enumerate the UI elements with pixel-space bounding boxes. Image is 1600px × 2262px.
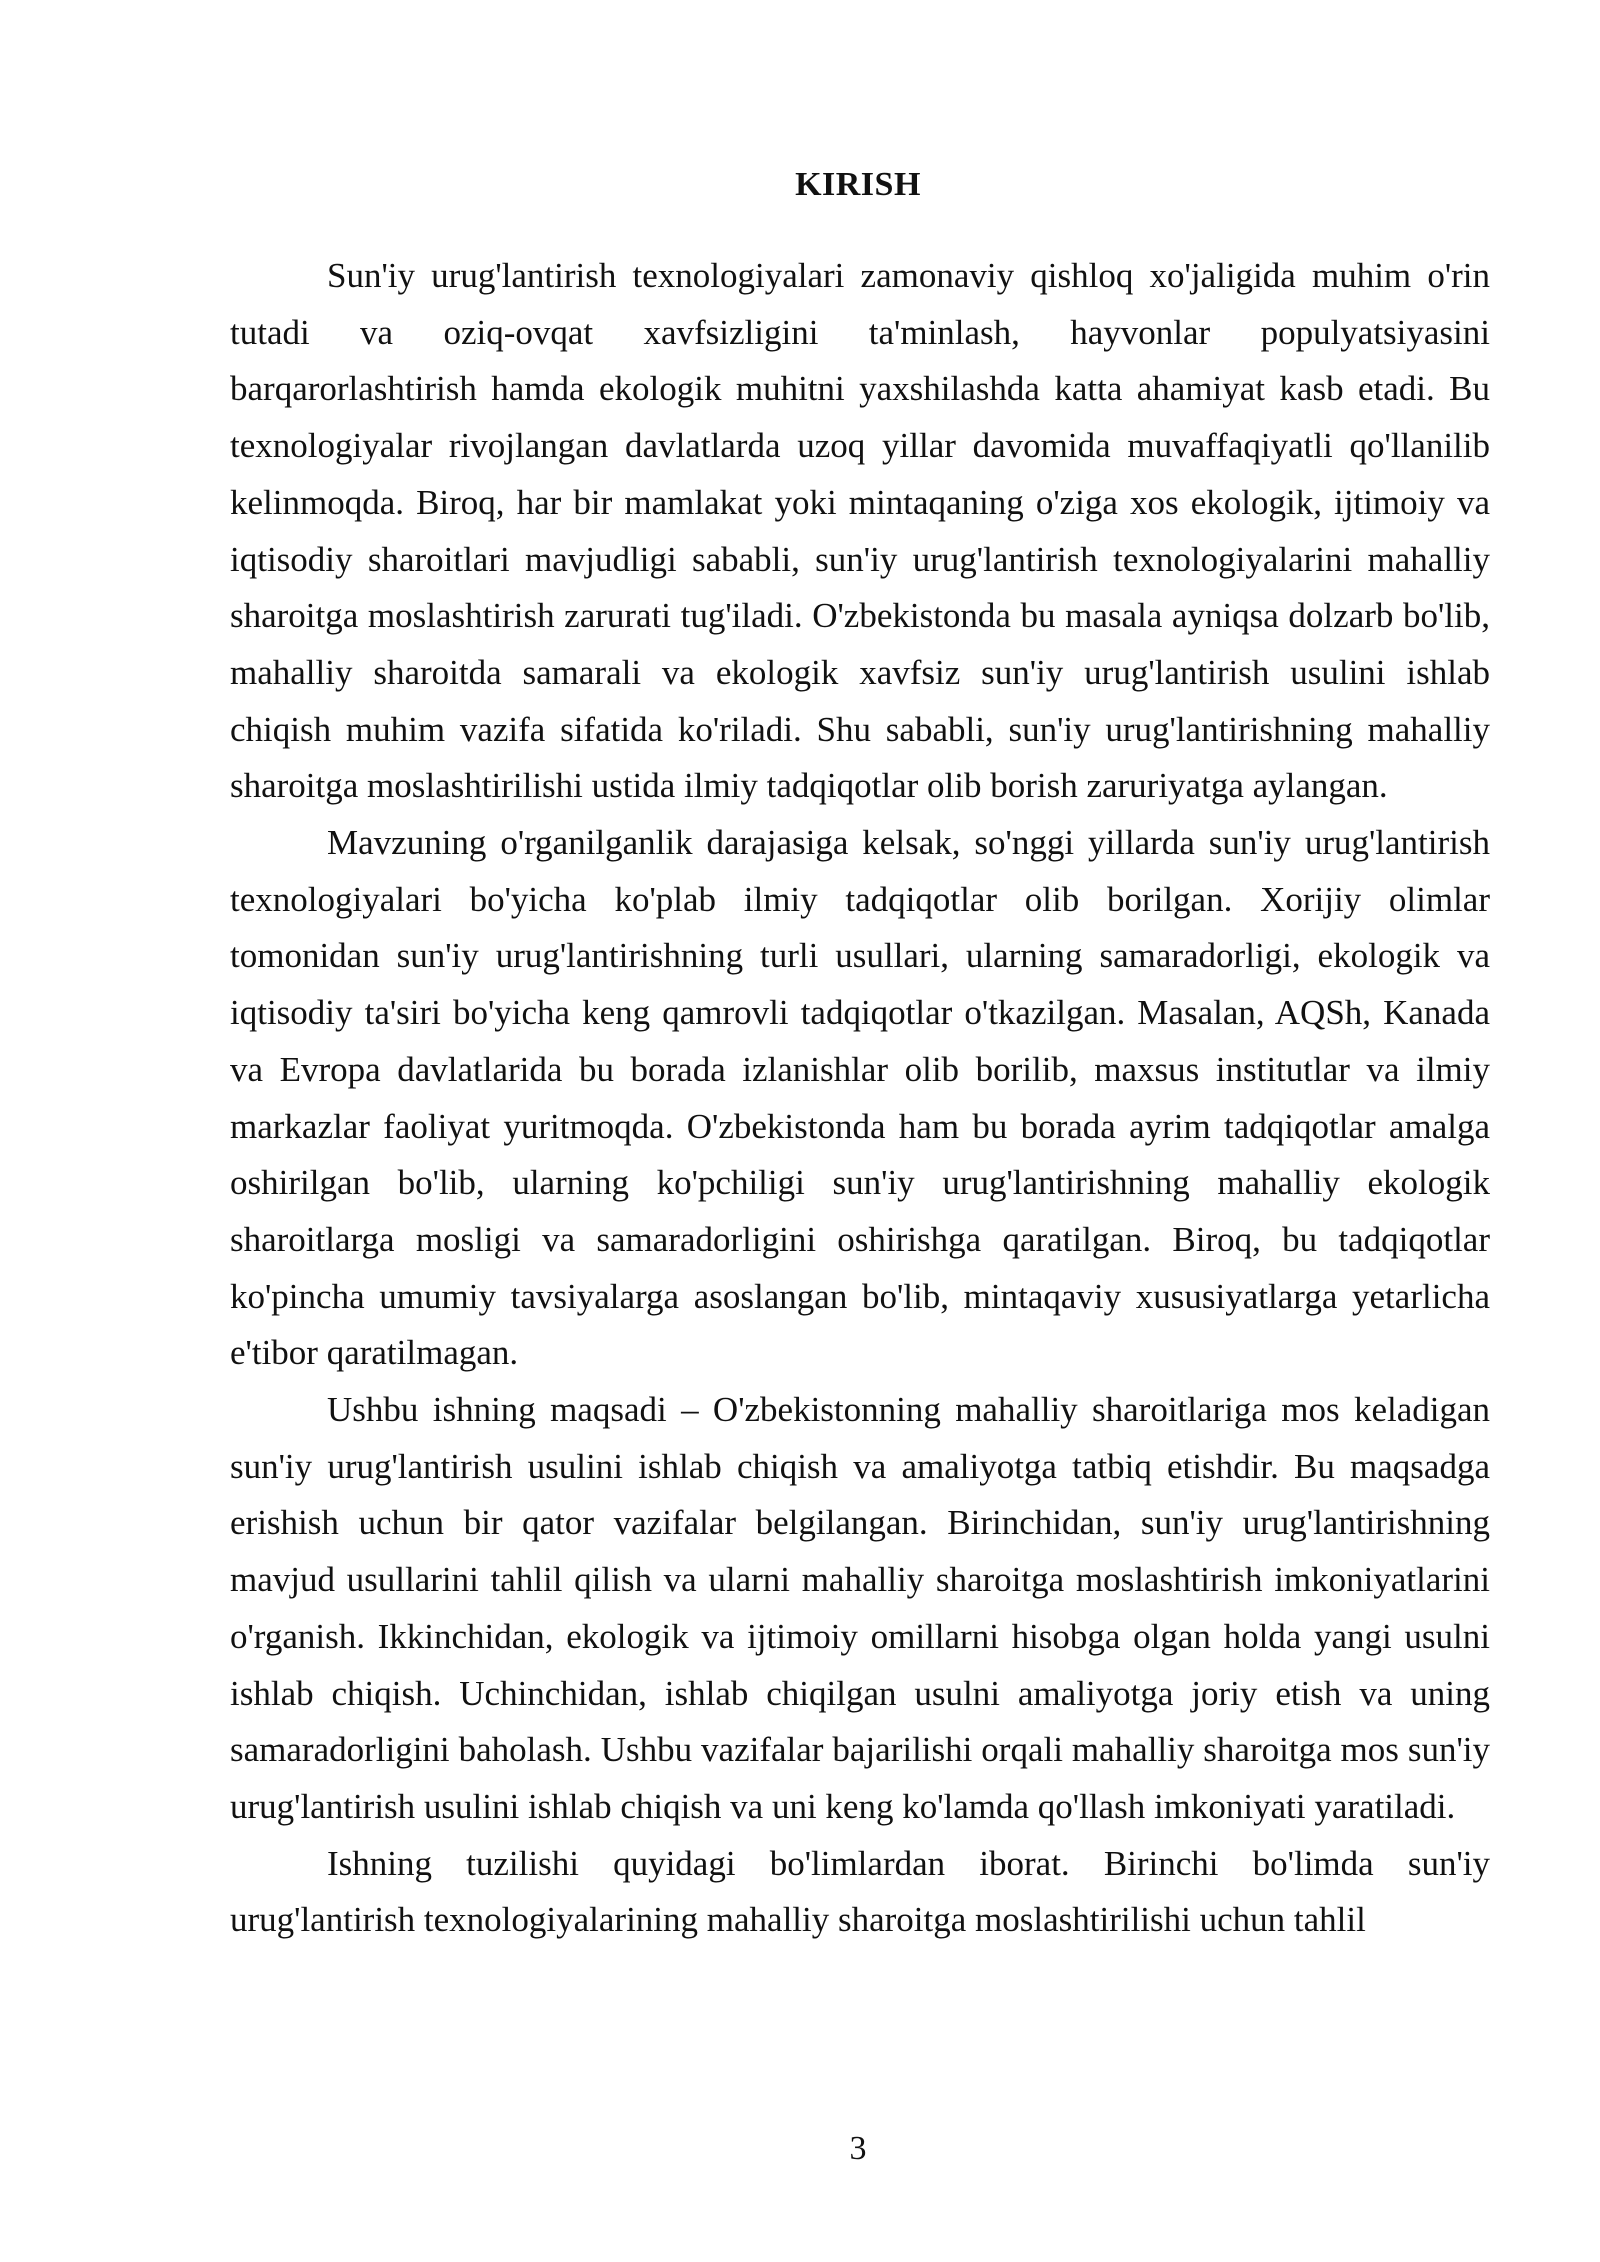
paragraph-goal: Ushbu ishning maqsadi – O'zbekistonning mahalliy sharoitlariga mos keladigan sun'iy urug'lantirish usulini ishlab chiqish va amaliyotga tatbiq etishdir. Bu maqsadga erishish uchun bir qator vazifalar belgilangan. Birinchidan, sun'iy urug'lantirishning mavjud usullarini tahlil qilish va ularni mahalliy sharoitga moslashtirish imkoniyatlarini o'rganish. Ikkinchidan, ekologik va ijtimoiy omillarni hisobga olgan holda yangi usulni ishlab chiqish. Uchinchidan, ishlab chiqilgan usulni amaliyotga joriy etish va uning samaradorligini baholash. Ushbu vazifalar bajarilishi orqali mahalliy sharoitga mos sun'iy urug'lantirish usulini ishlab chiqish va uni keng ko'lamda qo'llash imkoniyati yaratiladi.: [230, 1390, 1490, 1826]
paragraph-introduction: Sun'iy urug'lantirish texnologiyalari zamonaviy qishloq xo'jaligida muhim o'rin tutadi va oziq-ovqat xavfsizligini ta'minlash, hayvonlar populyatsiyasini barqarorlashtirish hamda ekologik muhitni yaxshilashda katta ahamiyat kasb etadi. Bu texnologiyalar rivojlangan davlatlarda uzoq yillar davomida muvaffaqiyatli qo'llanilib kelinmoqda. Biroq, har bir mamlakat yoki mintaqaning o'ziga xos ekologik, ijtimoiy va iqtisodiy sharoitlari mavjudligi sababli, sun'iy urug'lantirish texnologiyalarini mahalliy sharoitga moslashtirish zarurati tug'iladi. O'zbekistonda bu masala ayniqsa dolzarb bo'lib, mahalliy sharoitda samarali va ekologik xavfsiz sun'iy urug'lantirish usulini ishlab chiqish muhim vazifa sifatida ko'riladi. Shu sababli, sun'iy urug'lantirishning mahalliy sharoitga moslashtirilishi ustida ilmiy tadqiqotlar olib borish zaruriyatga aylangan.: [230, 256, 1490, 806]
page-number: 3: [849, 2130, 867, 2167]
paragraph-structure: Ishning tuzilishi quyidagi bo'limlardan iborat. Birinchi bo'limda sun'iy urug'lantirish texnologiyalarining mahalliy sharoitga moslashtirilishi uchun tahlil: [230, 1843, 1490, 1940]
document-body: [230, 248, 1490, 1949]
page-title: KIRISH: [795, 166, 921, 203]
paragraph-research-level: Mavzuning o'rganilganlik darajasiga kelsak, so'nggi yillarda sun'iy urug'lantirish texnologiyalari bo'yicha ko'plab ilmiy tadqiqotlar olib borilgan. Xorijiy olimlar tomonidan sun'iy urug'lantirishning turli usullari, ularning samaradorligi, ekologik va iqtisodiy ta'siri bo'yicha keng qamrovli tadqiqotlar o'tkazilgan. Masalan, AQSh, Kanada va Evropa davlatlarida bu borada izlanishlar olib borilib, maxsus institutlar va ilmiy markazlar faoliyat yuritmoqda. O'zbekistonda ham bu borada ayrim tadqiqotlar amalga oshirilgan bo'lib, ularning ko'pchiligi sun'iy urug'lantirishning mahalliy ekologik sharoitlarga mosligi va samaradorligini oshirishga qaratilgan. Biroq, bu tadqiqotlar ko'pincha umumiy tavsiyalarga asoslangan bo'lib, mintaqaviy xususiyatlarga yetarlicha e'tibor qaratilmagan.: [230, 823, 1490, 1373]
